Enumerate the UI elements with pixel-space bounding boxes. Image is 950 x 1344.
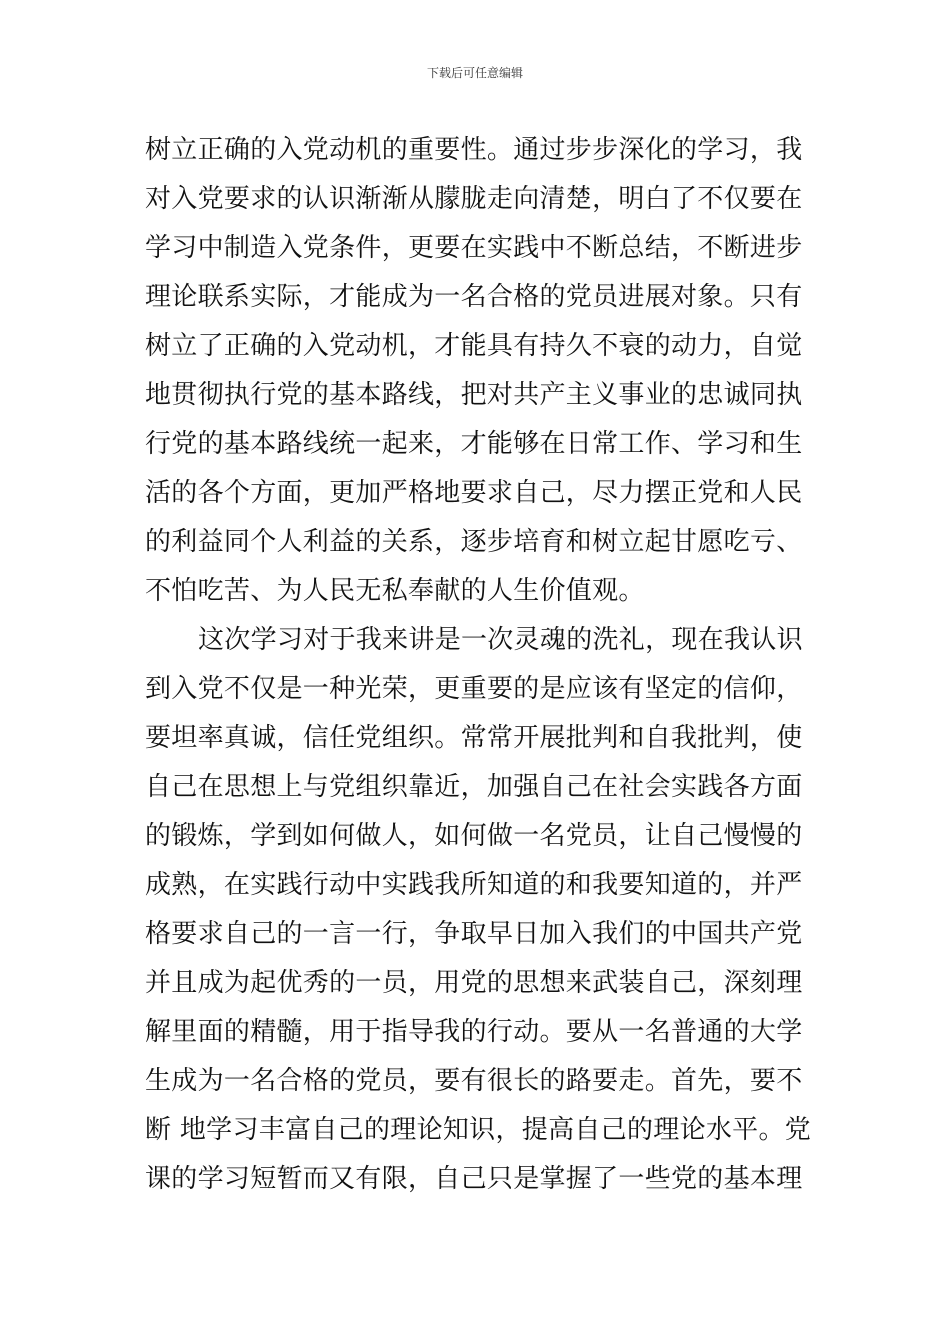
text-line: 自己在思想上与党组织靠近，加强自己在社会实践各方面 (145, 772, 803, 802)
text-line: 不怕吃苦、为人民无私奉献的人生价值观。 (145, 576, 645, 606)
text-line: 要坦率真诚，信任党组织。常常开展批判和自我批判，使 (145, 723, 803, 753)
text-line: 树立了正确的入党动机，才能具有持久不衰的动力，自觉 (145, 331, 803, 361)
text-line: 学习中制造入党条件，更要在实践中不断总结，不断进步 (145, 233, 803, 263)
text-line: 对入党要求的认识渐渐从朦胧走向清楚，明白了不仅要在 (145, 184, 803, 214)
text-line: 课的学习短暂而又有限，自己只是掌握了一些党的基本理 (145, 1164, 803, 1194)
paragraph-first-line: 这次学习对于我来讲是一次灵魂的洗礼，现在我认识 (198, 625, 803, 655)
page-header: 下载后可任意编辑 (426, 66, 523, 80)
text-line: 格要求自己的一言一行，争取早日加入我们的中国共产党 (145, 919, 803, 949)
text-line: 成熟，在实践行动中实践我所知道的和我要知道的，并严 (145, 870, 803, 900)
text-line: 理论联系实际，才能成为一名合格的党员进展对象。只有 (145, 282, 803, 312)
text-line: 断 地学习丰富自己的理论知识，提高自己的理论水平。党 (145, 1115, 812, 1145)
document-body (145, 126, 812, 1204)
text-line: 到入党不仅是一种光荣，更重要的是应该有坚定的信仰， (145, 674, 803, 704)
text-line: 行党的基本路线统一起来，才能够在日常工作、学习和生 (145, 429, 803, 459)
text-line: 生成为一名合格的党员，要有很长的路要走。首先，要不 (145, 1066, 803, 1096)
text-line: 地贯彻执行党的基本路线，把对共产主义事业的忠诚同执 (145, 380, 803, 410)
text-line: 活的各个方面，更加严格地要求自己，尽力摆正党和人民 (145, 478, 803, 508)
text-line: 解里面的精髓，用于指导我的行动。要从一名普通的大学 (145, 1017, 803, 1047)
text-line: 并且成为起优秀的一员，用党的思想来武装自己，深刻理 (145, 968, 803, 998)
text-line: 树立正确的入党动机的重要性。通过步步深化的学习，我 (145, 135, 803, 165)
text-line: 的锻炼，学到如何做人，如何做一名党员，让自己慢慢的 (145, 821, 803, 851)
text-line: 的利益同个人利益的关系，逐步培育和树立起甘愿吃亏、 (145, 527, 803, 557)
